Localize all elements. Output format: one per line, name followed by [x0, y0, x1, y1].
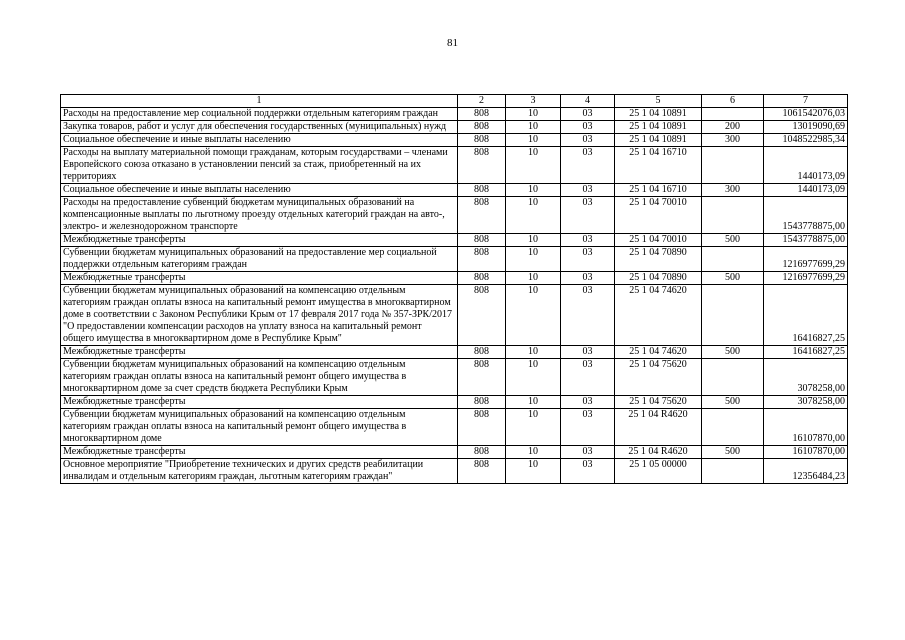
row-section-code: 10 [506, 197, 561, 234]
row-target-article: 25 1 04 70010 [615, 197, 702, 234]
row-subsection-code: 03 [561, 184, 615, 197]
row-amount: 1216977699,29 [764, 247, 848, 272]
row-subsection-code: 03 [561, 285, 615, 346]
row-name: Расходы на предоставление мер социальной поддержки отдельным категориям граждан [61, 108, 458, 121]
table-header-row [61, 95, 848, 108]
row-subsection-code: 03 [561, 459, 615, 484]
row-name: Межбюджетные трансферты [61, 446, 458, 459]
row-section-code: 10 [506, 147, 561, 184]
row-expense-type [702, 247, 764, 272]
table-row [61, 346, 848, 359]
row-expense-type [702, 359, 764, 396]
table-row [61, 147, 848, 184]
row-name: Субвенции бюджетам муниципальных образований на предоставление мер социальной поддержки отдельным категориям граждан [61, 247, 458, 272]
row-grbs-code: 808 [458, 396, 506, 409]
row-amount: 1440173,09 [764, 184, 848, 197]
table-row [61, 285, 848, 346]
row-name: Субвенции бюджетам муниципальных образований на компенсацию отдельным категориям граждан оплаты взноса на капитальный ремонт общего имущества в многоквартирном доме за счет средств бюджета Республики Крым [61, 359, 458, 396]
row-expense-type: 500 [702, 272, 764, 285]
row-name: Основное мероприятие "Приобретение технических и других средств реабилитации инвалидам и отдельным категориям граждан, льготным категориям граждан" [61, 459, 458, 484]
table-row [61, 446, 848, 459]
row-amount: 13019090,69 [764, 121, 848, 134]
row-amount: 1543778875,00 [764, 197, 848, 234]
row-amount: 12356484,23 [764, 459, 848, 484]
row-grbs-code: 808 [458, 359, 506, 396]
row-name: Межбюджетные трансферты [61, 234, 458, 247]
row-expense-type [702, 108, 764, 121]
row-target-article: 25 1 04 16710 [615, 184, 702, 197]
row-grbs-code: 808 [458, 197, 506, 234]
row-target-article: 25 1 04 74620 [615, 346, 702, 359]
row-amount: 1440173,09 [764, 147, 848, 184]
row-target-article: 25 1 04 R4620 [615, 409, 702, 446]
row-grbs-code: 808 [458, 247, 506, 272]
row-grbs-code: 808 [458, 108, 506, 121]
row-section-code: 10 [506, 396, 561, 409]
row-section-code: 10 [506, 459, 561, 484]
table-row [61, 459, 848, 484]
row-section-code: 10 [506, 234, 561, 247]
row-amount: 16107870,00 [764, 409, 848, 446]
row-amount: 1216977699,29 [764, 272, 848, 285]
budget-table [60, 94, 848, 484]
row-subsection-code: 03 [561, 234, 615, 247]
row-expense-type [702, 147, 764, 184]
row-target-article: 25 1 04 70010 [615, 234, 702, 247]
row-amount: 3078258,00 [764, 396, 848, 409]
table-row [61, 121, 848, 134]
row-amount: 1061542076,03 [764, 108, 848, 121]
row-subsection-code: 03 [561, 134, 615, 147]
row-target-article: 25 1 04 74620 [615, 285, 702, 346]
row-target-article: 25 1 04 75620 [615, 359, 702, 396]
row-section-code: 10 [506, 184, 561, 197]
row-grbs-code: 808 [458, 184, 506, 197]
column-header: 6 [702, 95, 764, 108]
row-grbs-code: 808 [458, 272, 506, 285]
table-row [61, 359, 848, 396]
column-header: 1 [61, 95, 458, 108]
table-body [61, 95, 848, 484]
row-amount: 1048522985,34 [764, 134, 848, 147]
column-header: 7 [764, 95, 848, 108]
row-target-article: 25 1 04 75620 [615, 396, 702, 409]
row-subsection-code: 03 [561, 272, 615, 285]
table-row [61, 184, 848, 197]
row-grbs-code: 808 [458, 121, 506, 134]
row-amount: 16107870,00 [764, 446, 848, 459]
row-subsection-code: 03 [561, 197, 615, 234]
row-grbs-code: 808 [458, 134, 506, 147]
row-grbs-code: 808 [458, 446, 506, 459]
row-expense-type: 500 [702, 346, 764, 359]
row-name: Расходы на предоставление субвенций бюджетам муниципальных образований на компенсационные выплаты по льготному проезду отдельных категорий граждан на авто-, электро- и железнодорожном транспорте [61, 197, 458, 234]
row-name: Межбюджетные трансферты [61, 346, 458, 359]
row-expense-type: 200 [702, 121, 764, 134]
row-target-article: 25 1 04 R4620 [615, 446, 702, 459]
row-expense-type: 500 [702, 234, 764, 247]
row-target-article: 25 1 04 16710 [615, 147, 702, 184]
row-section-code: 10 [506, 134, 561, 147]
row-target-article: 25 1 04 10891 [615, 134, 702, 147]
column-header: 5 [615, 95, 702, 108]
row-subsection-code: 03 [561, 346, 615, 359]
row-target-article: 25 1 05 00000 [615, 459, 702, 484]
row-name: Социальное обеспечение и иные выплаты населению [61, 184, 458, 197]
row-subsection-code: 03 [561, 446, 615, 459]
row-expense-type: 300 [702, 134, 764, 147]
row-grbs-code: 808 [458, 285, 506, 346]
row-name: Субвенции бюджетам муниципальных образований на компенсацию отдельным категориям граждан оплаты взноса на капитальный ремонт общего имущества в многоквартирном доме [61, 409, 458, 446]
row-expense-type [702, 409, 764, 446]
row-subsection-code: 03 [561, 108, 615, 121]
table-row [61, 409, 848, 446]
row-section-code: 10 [506, 272, 561, 285]
row-expense-type [702, 459, 764, 484]
row-target-article: 25 1 04 70890 [615, 272, 702, 285]
row-expense-type [702, 197, 764, 234]
row-grbs-code: 808 [458, 346, 506, 359]
table-row [61, 134, 848, 147]
row-expense-type [702, 285, 764, 346]
table-row [61, 108, 848, 121]
row-name: Субвенции бюджетам муниципальных образований на компенсацию отдельным категориям граждан оплаты взноса на капитальный ремонт имущества в многоквартирном доме в соответствии с Законом Республики Крым от 17 февраля 2017 года № 357-ЗРК/2017 "О предоставлении компенсации расходов на уплату взноса на капитальный ремонт общего имущества в многоквартирном доме в Республике Крым" [61, 285, 458, 346]
row-subsection-code: 03 [561, 147, 615, 184]
row-name: Межбюджетные трансферты [61, 272, 458, 285]
row-subsection-code: 03 [561, 359, 615, 396]
table-row [61, 197, 848, 234]
row-expense-type: 500 [702, 446, 764, 459]
row-grbs-code: 808 [458, 147, 506, 184]
row-name: Социальное обеспечение и иные выплаты населению [61, 134, 458, 147]
row-amount: 3078258,00 [764, 359, 848, 396]
row-target-article: 25 1 04 70890 [615, 247, 702, 272]
table-row [61, 234, 848, 247]
row-grbs-code: 808 [458, 409, 506, 446]
row-amount: 1543778875,00 [764, 234, 848, 247]
row-amount: 16416827,25 [764, 285, 848, 346]
table-row [61, 396, 848, 409]
row-amount: 16416827,25 [764, 346, 848, 359]
row-section-code: 10 [506, 359, 561, 396]
row-name: Межбюджетные трансферты [61, 396, 458, 409]
row-section-code: 10 [506, 108, 561, 121]
column-header: 3 [506, 95, 561, 108]
row-subsection-code: 03 [561, 121, 615, 134]
row-section-code: 10 [506, 121, 561, 134]
row-section-code: 10 [506, 409, 561, 446]
column-header: 2 [458, 95, 506, 108]
table-row [61, 247, 848, 272]
table-row [61, 272, 848, 285]
row-name: Закупка товаров, работ и услуг для обеспечения государственных (муниципальных) нужд [61, 121, 458, 134]
row-section-code: 10 [506, 446, 561, 459]
row-target-article: 25 1 04 10891 [615, 108, 702, 121]
row-subsection-code: 03 [561, 409, 615, 446]
page-number: 81 [447, 37, 458, 49]
row-section-code: 10 [506, 285, 561, 346]
row-grbs-code: 808 [458, 459, 506, 484]
row-expense-type: 500 [702, 396, 764, 409]
row-subsection-code: 03 [561, 247, 615, 272]
row-section-code: 10 [506, 247, 561, 272]
row-target-article: 25 1 04 10891 [615, 121, 702, 134]
row-subsection-code: 03 [561, 396, 615, 409]
row-name: Расходы на выплату материальной помощи гражданам, которым государствами – членами Европейского союза отказано в установлении пенсий за стаж, приобретенный на их территориях [61, 147, 458, 184]
row-expense-type: 300 [702, 184, 764, 197]
row-section-code: 10 [506, 346, 561, 359]
column-header: 4 [561, 95, 615, 108]
row-grbs-code: 808 [458, 234, 506, 247]
